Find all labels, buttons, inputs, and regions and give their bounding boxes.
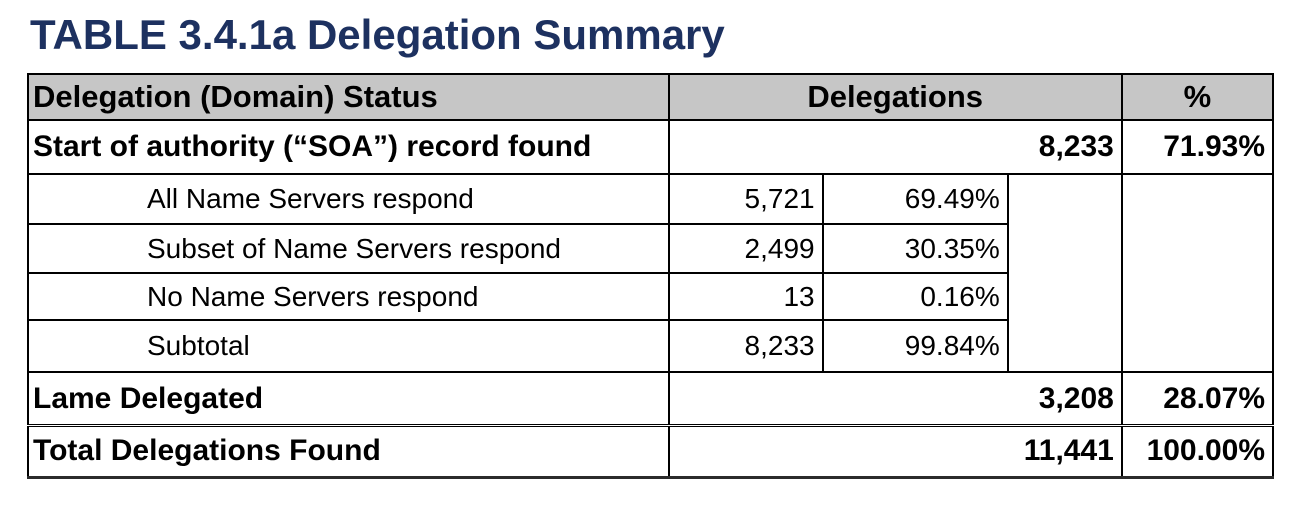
detail-row-percent-value: 0.16% (823, 273, 1008, 320)
total-percent-value: 100.00% (1122, 425, 1273, 477)
column-header-delegations: Delegations (669, 74, 1122, 120)
lame-delegations-value: 3,208 (669, 372, 1122, 425)
detail-row-label: All Name Servers respond (28, 174, 669, 224)
delegation-summary-table (27, 73, 1274, 479)
detail-row-label: Subtotal (28, 320, 669, 372)
detail-row-percent-value: 69.49% (823, 174, 1008, 224)
detail-row-delegations-value: 13 (669, 273, 823, 320)
detail-row-delegations-value: 5,721 (669, 174, 823, 224)
total-label: Total Delegations Found (28, 425, 669, 477)
detail-row-percent-value: 99.84% (823, 320, 1008, 372)
detail-row-delegations-value: 2,499 (669, 224, 823, 273)
delegations-merged-empty-cell (1008, 174, 1122, 372)
table-row-lame (28, 372, 1273, 425)
percent-merged-empty-cell (1122, 174, 1273, 372)
page-title: TABLE 3.4.1a Delegation Summary (30, 11, 725, 58)
soa-percent-value: 71.93% (1122, 120, 1273, 174)
column-header-percent: % (1122, 74, 1273, 120)
lame-label: Lame Delegated (28, 372, 669, 425)
soa-delegations-value: 8,233 (669, 120, 1122, 174)
total-delegations-value: 11,441 (669, 425, 1122, 477)
soa-label: Start of authority (“SOA”) record found (28, 120, 669, 174)
detail-row-label: No Name Servers respond (28, 273, 669, 320)
detail-row-delegations-value: 8,233 (669, 320, 823, 372)
table-row-all-ns (28, 174, 1273, 224)
detail-row-percent-value: 30.35% (823, 224, 1008, 273)
column-header-status: Delegation (Domain) Status (28, 74, 669, 120)
table-header-row (28, 74, 1273, 120)
detail-row-label: Subset of Name Servers respond (28, 224, 669, 273)
lame-percent-value: 28.07% (1122, 372, 1273, 425)
table-row-total (28, 425, 1273, 477)
table-row-soa (28, 120, 1273, 174)
